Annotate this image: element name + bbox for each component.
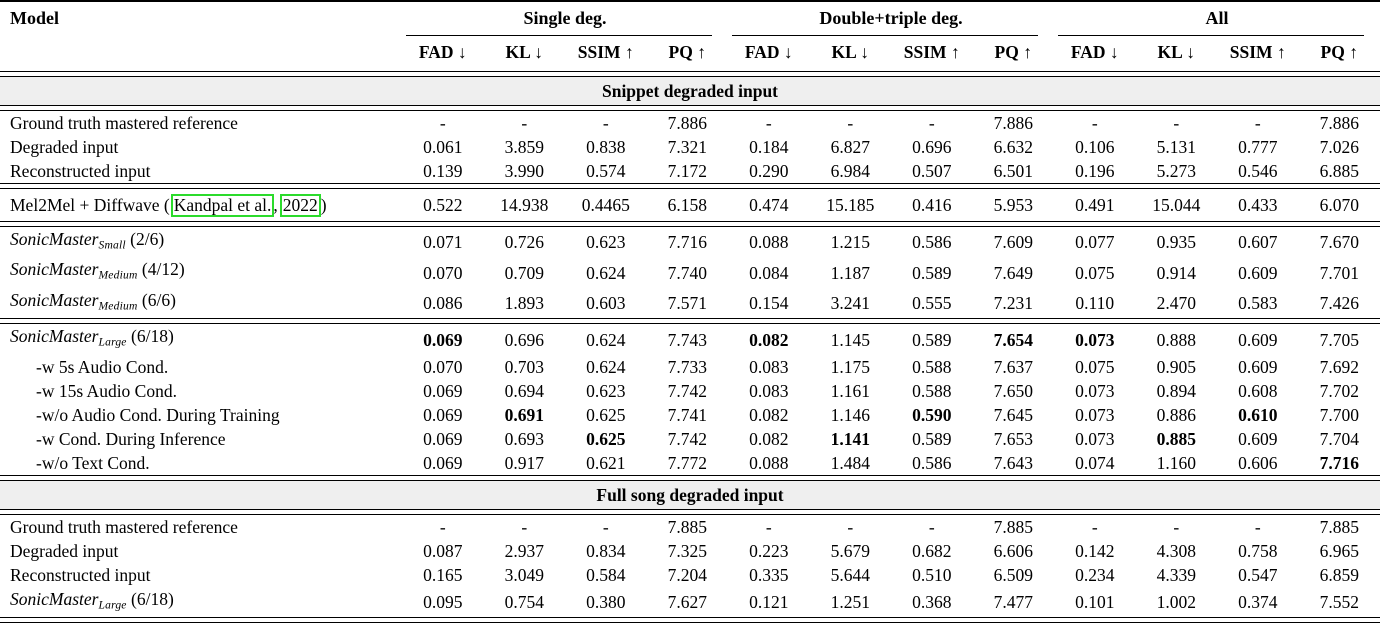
metric-cell: 0.223 (728, 539, 810, 563)
metric-cell: - (484, 111, 566, 135)
metric-cell: 4.339 (1136, 563, 1218, 587)
metric-cell: 1.002 (1136, 587, 1218, 617)
sonicmaster-config: (6/18) (127, 326, 174, 346)
model-name-sonicmaster (0, 587, 402, 617)
metric-cell: - (565, 515, 647, 539)
model-name-sonicmaster (0, 257, 402, 287)
metric-cell: 0.074 (1054, 451, 1136, 475)
metric-cell: 5.273 (1136, 159, 1218, 183)
metric-cell: 0.621 (565, 451, 647, 475)
metric-cell: 0.380 (565, 587, 647, 617)
metric-cell: 0.154 (728, 288, 810, 318)
metric-cell: 0.834 (565, 539, 647, 563)
group-header-row (0, 2, 1380, 39)
metric-header-ssim: SSIM ↑ (1217, 39, 1299, 71)
metric-cell: 0.075 (1054, 257, 1136, 287)
metric-cell: 0.888 (1136, 324, 1218, 354)
ablation-name (0, 403, 402, 427)
metric-cell: - (1136, 111, 1218, 135)
metric-cell: 0.184 (728, 135, 810, 159)
metric-cell: 0.886 (1136, 403, 1218, 427)
metric-cell: 6.509 (973, 563, 1055, 587)
metric-cell: 7.650 (973, 379, 1055, 403)
model-name (0, 135, 402, 159)
metric-cell: 0.106 (1054, 135, 1136, 159)
metric-cell: 0.696 (891, 135, 973, 159)
metric-cell: 0.069 (402, 379, 484, 403)
citation-separator: , (273, 195, 277, 215)
metric-cell: 7.702 (1299, 379, 1380, 403)
section-band-row (0, 481, 1380, 509)
metric-cell: 0.510 (891, 563, 973, 587)
metric-cell: 7.742 (647, 379, 729, 403)
metric-cell: 0.709 (484, 257, 566, 287)
ablation-name (0, 379, 402, 403)
metric-cell: 7.772 (647, 451, 729, 475)
model-name (0, 159, 402, 183)
metric-cell: 0.073 (1054, 379, 1136, 403)
metric-cell: 1.484 (810, 451, 892, 475)
metric-cell: 0.696 (484, 324, 566, 354)
metric-cell: 0.609 (1217, 257, 1299, 287)
metric-cell: - (402, 515, 484, 539)
sonicmaster-name: SonicMaster (10, 589, 98, 609)
metric-cell: 7.654 (973, 324, 1055, 354)
metric-cell: 0.088 (728, 227, 810, 257)
model-name-text: Reconstructed input (10, 565, 150, 585)
metric-cell: - (728, 111, 810, 135)
metric-cell: 0.416 (891, 189, 973, 221)
table-row (0, 563, 1380, 587)
metric-cell: 0.624 (565, 257, 647, 287)
model-name (0, 515, 402, 539)
metric-header-kl: KL ↓ (1136, 39, 1218, 71)
metric-cell: 2.470 (1136, 288, 1218, 318)
metric-cell: 0.589 (891, 427, 973, 451)
metric-header-fad: FAD ↓ (728, 39, 810, 71)
table-row (0, 355, 1380, 379)
metric-header-kl: KL ↓ (810, 39, 892, 71)
table-row (0, 111, 1380, 135)
table-row (0, 159, 1380, 183)
model-name-citation: Mel2Mel + Diffwave ( Kandpal et al. , 2022 ) (0, 189, 402, 221)
metric-header-ssim: SSIM ↑ (565, 39, 647, 71)
sonicmaster-name: SonicMaster (10, 326, 98, 346)
metric-cell: 5.679 (810, 539, 892, 563)
ablation-name-text: -w/o Audio Cond. During Training (10, 405, 280, 425)
table-body (0, 71, 1380, 623)
metric-cell: - (1054, 111, 1136, 135)
metric-cell: 7.705 (1299, 324, 1380, 354)
group-header-single: Single deg. (402, 2, 728, 39)
metric-cell: 0.073 (1054, 324, 1136, 354)
section-title: Snippet degraded input (0, 77, 1380, 105)
metric-cell: 0.625 (565, 403, 647, 427)
metric-cell: 7.716 (1299, 451, 1380, 475)
table-row (0, 189, 1380, 221)
model-name (0, 539, 402, 563)
metric-cell: 0.087 (402, 539, 484, 563)
metric-cell: - (810, 515, 892, 539)
metric-cell: 0.101 (1054, 587, 1136, 617)
metric-cell: 7.885 (973, 515, 1055, 539)
metric-cell: - (484, 515, 566, 539)
metric-cell: 6.859 (1299, 563, 1380, 587)
metric-cell: 0.607 (1217, 227, 1299, 257)
metric-cell: 7.643 (973, 451, 1055, 475)
metric-cell: 0.691 (484, 403, 566, 427)
metric-cell: 0.075 (1054, 355, 1136, 379)
metric-cell: 0.086 (402, 288, 484, 318)
metric-cell: 1.251 (810, 587, 892, 617)
metric-cell: 0.624 (565, 355, 647, 379)
metric-cell: 6.827 (810, 135, 892, 159)
metric-cell: 0.234 (1054, 563, 1136, 587)
metric-cell: - (565, 111, 647, 135)
metric-cell: 7.649 (973, 257, 1055, 287)
section-band-cell (0, 481, 1380, 509)
table-row (0, 427, 1380, 451)
metric-cell: 0.507 (891, 159, 973, 183)
metric-cell: 0.139 (402, 159, 484, 183)
metric-cell: 0.069 (402, 403, 484, 427)
metric-cell: 0.491 (1054, 189, 1136, 221)
metric-cell: 7.885 (647, 515, 729, 539)
metric-cell: 0.069 (402, 427, 484, 451)
metric-cell: 0.586 (891, 227, 973, 257)
metric-cell: 0.121 (728, 587, 810, 617)
sonicmaster-config: (4/12) (138, 259, 185, 279)
model-name-sonicmaster (0, 324, 402, 354)
sonicmaster-size-subscript: Medium (98, 270, 137, 282)
rule-separator (0, 617, 1380, 623)
metric-cell: 6.070 (1299, 189, 1380, 221)
metric-cell: 0.088 (728, 451, 810, 475)
metric-cell: 0.905 (1136, 355, 1218, 379)
metric-cell: 0.073 (1054, 403, 1136, 427)
table-row (0, 539, 1380, 563)
metric-cell: - (1217, 111, 1299, 135)
table-row (0, 379, 1380, 403)
model-name (0, 111, 402, 135)
metric-header-fad: FAD ↓ (1054, 39, 1136, 71)
metric-cell: 0.758 (1217, 539, 1299, 563)
group-header-double-triple: Double+triple deg. (728, 2, 1054, 39)
rule-separator-cell (0, 617, 1380, 623)
metric-cell: 7.325 (647, 539, 729, 563)
metric-cell: 14.938 (484, 189, 566, 221)
metric-cell: 0.625 (565, 427, 647, 451)
metric-cell: - (891, 111, 973, 135)
metric-cell: 0.095 (402, 587, 484, 617)
metric-cell: 7.321 (647, 135, 729, 159)
sonicmaster-size-subscript: Large (98, 599, 126, 611)
ablation-name (0, 427, 402, 451)
table-row (0, 451, 1380, 475)
metric-cell: 0.624 (565, 324, 647, 354)
metric-cell: 3.859 (484, 135, 566, 159)
metric-cell: 7.742 (647, 427, 729, 451)
metric-cell: 6.885 (1299, 159, 1380, 183)
metric-cell: 0.290 (728, 159, 810, 183)
metric-cell: 0.590 (891, 403, 973, 427)
metric-cell: 6.632 (973, 135, 1055, 159)
metric-cell: 4.308 (1136, 539, 1218, 563)
metric-cell: 0.069 (402, 324, 484, 354)
metric-cell: 7.627 (647, 587, 729, 617)
metric-cell: 6.965 (1299, 539, 1380, 563)
metric-cell: - (810, 111, 892, 135)
metric-cell: 7.653 (973, 427, 1055, 451)
metric-cell: 1.161 (810, 379, 892, 403)
metric-cell: 7.886 (973, 111, 1055, 135)
metric-cell: 7.886 (647, 111, 729, 135)
group-header-all: All (1054, 2, 1380, 39)
ablation-name-text: -w Cond. During Inference (10, 429, 226, 449)
metric-cell: 7.670 (1299, 227, 1380, 257)
table-row (0, 227, 1380, 257)
metric-cell: 0.894 (1136, 379, 1218, 403)
sonicmaster-size-subscript: Small (98, 239, 125, 251)
ablation-name (0, 451, 402, 475)
sonicmaster-name: SonicMaster (10, 290, 98, 310)
metric-cell: 0.754 (484, 587, 566, 617)
metric-cell: - (1054, 515, 1136, 539)
table-row (0, 257, 1380, 287)
metric-cell: 0.935 (1136, 227, 1218, 257)
metric-cell: 0.623 (565, 379, 647, 403)
metric-cell: 7.552 (1299, 587, 1380, 617)
double-rule (0, 617, 1380, 623)
metric-cell: 15.044 (1136, 189, 1218, 221)
metric-cell: 0.608 (1217, 379, 1299, 403)
metric-cell: 0.589 (891, 324, 973, 354)
metric-cell: 1.141 (810, 427, 892, 451)
metric-cell: 0.606 (1217, 451, 1299, 475)
metric-cell: 5.953 (973, 189, 1055, 221)
metric-cell: 0.374 (1217, 587, 1299, 617)
metric-cell: 0.077 (1054, 227, 1136, 257)
metric-cell: 0.584 (565, 563, 647, 587)
metric-cell: 7.692 (1299, 355, 1380, 379)
metric-cell: 0.4465 (565, 189, 647, 221)
metric-cell: 0.522 (402, 189, 484, 221)
sonicmaster-name: SonicMaster (10, 259, 98, 279)
metric-cell: 0.069 (402, 451, 484, 475)
metric-cell: 6.606 (973, 539, 1055, 563)
table-header (0, 2, 1380, 71)
metric-cell: 0.142 (1054, 539, 1136, 563)
metric-cell: 1.145 (810, 324, 892, 354)
citation-author-link[interactable]: Kandpal et al. (171, 194, 275, 217)
metric-cell: 0.914 (1136, 257, 1218, 287)
metric-cell: 0.071 (402, 227, 484, 257)
metric-cell: 0.693 (484, 427, 566, 451)
metric-cell: 0.703 (484, 355, 566, 379)
metric-cell: 7.733 (647, 355, 729, 379)
metric-cell: 1.187 (810, 257, 892, 287)
metric-cell: 6.984 (810, 159, 892, 183)
metric-cell: 0.083 (728, 379, 810, 403)
metric-cell: 3.990 (484, 159, 566, 183)
metric-cell: - (1136, 515, 1218, 539)
metric-cell: 0.547 (1217, 563, 1299, 587)
ablation-name-text: -w 15s Audio Cond. (10, 381, 177, 401)
metric-header-kl: KL ↓ (484, 39, 566, 71)
section-band-row (0, 77, 1380, 105)
metric-cell: 7.743 (647, 324, 729, 354)
metric-cell: 7.609 (973, 227, 1055, 257)
metric-cell: 0.603 (565, 288, 647, 318)
metric-cell: 0.546 (1217, 159, 1299, 183)
ablation-name (0, 355, 402, 379)
metric-cell: 0.073 (1054, 427, 1136, 451)
metric-cell: 0.726 (484, 227, 566, 257)
metric-cell: 5.131 (1136, 135, 1218, 159)
model-name-text: Reconstructed input (10, 161, 150, 181)
metric-cell: 7.231 (973, 288, 1055, 318)
model-name (0, 563, 402, 587)
metric-cell: 0.589 (891, 257, 973, 287)
table-row (0, 403, 1380, 427)
metric-cell: 0.694 (484, 379, 566, 403)
metric-cell: 0.070 (402, 355, 484, 379)
metric-cell: 1.215 (810, 227, 892, 257)
metric-cell: 0.609 (1217, 355, 1299, 379)
metric-cell: 7.172 (647, 159, 729, 183)
metric-cell: 7.700 (1299, 403, 1380, 427)
metric-cell: - (402, 111, 484, 135)
metric-cell: 7.885 (1299, 515, 1380, 539)
metric-cell: 0.885 (1136, 427, 1218, 451)
model-name-text: Degraded input (10, 137, 118, 157)
section-title: Full song degraded input (0, 481, 1380, 509)
metric-cell: 0.555 (891, 288, 973, 318)
metric-cell: 0.623 (565, 227, 647, 257)
metric-cell: 0.084 (728, 257, 810, 287)
section-band-cell (0, 77, 1380, 105)
metric-cell: 15.185 (810, 189, 892, 221)
metric-cell: 7.701 (1299, 257, 1380, 287)
table-row (0, 324, 1380, 354)
metric-cell: - (1217, 515, 1299, 539)
metric-cell: 5.644 (810, 563, 892, 587)
model-name-text: Ground truth mastered reference (10, 517, 238, 537)
metric-cell: 0.474 (728, 189, 810, 221)
metric-cell: 7.704 (1299, 427, 1380, 451)
sonicmaster-config: (2/6) (126, 229, 164, 249)
metric-header-pq: PQ ↑ (973, 39, 1055, 71)
metric-cell: - (891, 515, 973, 539)
metric-cell: 0.609 (1217, 324, 1299, 354)
metric-cell: 0.433 (1217, 189, 1299, 221)
metric-cell: 0.082 (728, 403, 810, 427)
metric-cell: 3.049 (484, 563, 566, 587)
metric-cell: - (728, 515, 810, 539)
metric-cell: 0.610 (1217, 403, 1299, 427)
metric-cell: 0.165 (402, 563, 484, 587)
sonicmaster-name: SonicMaster (10, 229, 98, 249)
metric-cell: 2.937 (484, 539, 566, 563)
metric-cell: 6.158 (647, 189, 729, 221)
metric-cell: 1.160 (1136, 451, 1218, 475)
metric-cell: 0.368 (891, 587, 973, 617)
metric-header-fad: FAD ↓ (402, 39, 484, 71)
metric-cell: 0.586 (891, 451, 973, 475)
table-row (0, 288, 1380, 318)
metric-cell: 0.061 (402, 135, 484, 159)
ablation-name-text: -w 5s Audio Cond. (10, 357, 168, 377)
sonicmaster-size-subscript: Large (98, 337, 126, 349)
sonicmaster-size-subscript: Medium (98, 300, 137, 312)
metric-cell: 0.335 (728, 563, 810, 587)
model-name-sonicmaster (0, 288, 402, 318)
metric-cell: 0.082 (728, 324, 810, 354)
metric-cell: 0.574 (565, 159, 647, 183)
sonicmaster-config: (6/6) (138, 290, 176, 310)
metric-header-pq: PQ ↑ (647, 39, 729, 71)
metric-cell: 7.477 (973, 587, 1055, 617)
metric-cell: 0.777 (1217, 135, 1299, 159)
metric-cell: 0.682 (891, 539, 973, 563)
model-name-text: Degraded input (10, 541, 118, 561)
metric-cell: 1.893 (484, 288, 566, 318)
metric-cell: 0.609 (1217, 427, 1299, 451)
model-column-header: Model (0, 2, 402, 71)
metric-cell: 0.083 (728, 355, 810, 379)
metric-cell: 7.645 (973, 403, 1055, 427)
metric-cell: 0.110 (1054, 288, 1136, 318)
metric-cell: 0.838 (565, 135, 647, 159)
metric-cell: 7.886 (1299, 111, 1380, 135)
metric-cell: 1.175 (810, 355, 892, 379)
metric-cell: 6.501 (973, 159, 1055, 183)
metric-cell: 7.741 (647, 403, 729, 427)
metric-cell: 7.716 (647, 227, 729, 257)
metric-header-pq: PQ ↑ (1299, 39, 1380, 71)
table-row (0, 587, 1380, 617)
metric-cell: 0.196 (1054, 159, 1136, 183)
metric-cell: 7.026 (1299, 135, 1380, 159)
metric-cell: 0.588 (891, 355, 973, 379)
metric-header-ssim: SSIM ↑ (891, 39, 973, 71)
metric-cell: 7.426 (1299, 288, 1380, 318)
model-name-sonicmaster (0, 227, 402, 257)
model-name-text: Ground truth mastered reference (10, 113, 238, 133)
ablation-name-text: -w/o Text Cond. (10, 453, 150, 473)
metric-cell: 0.583 (1217, 288, 1299, 318)
metric-cell: 0.917 (484, 451, 566, 475)
citation-year-link[interactable]: 2022 (280, 194, 321, 217)
metric-cell: 0.588 (891, 379, 973, 403)
table-row (0, 515, 1380, 539)
metric-cell: 7.637 (973, 355, 1055, 379)
sonicmaster-config: (6/18) (127, 589, 174, 609)
metric-cell: 7.740 (647, 257, 729, 287)
metric-cell: 3.241 (810, 288, 892, 318)
metric-cell: 7.204 (647, 563, 729, 587)
metric-cell: 1.146 (810, 403, 892, 427)
metric-cell: 0.070 (402, 257, 484, 287)
table-row (0, 135, 1380, 159)
metric-cell: 0.082 (728, 427, 810, 451)
metric-cell: 7.571 (647, 288, 729, 318)
